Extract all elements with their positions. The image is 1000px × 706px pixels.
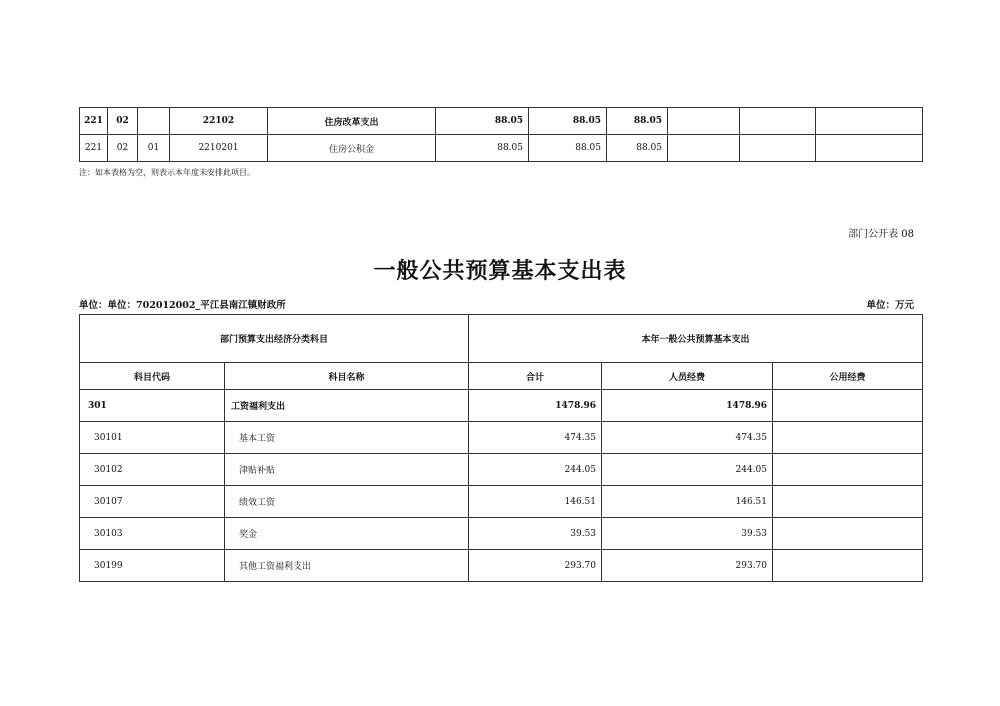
column-header-total: 合计 bbox=[469, 363, 602, 390]
table-row bbox=[80, 135, 923, 162]
table-row bbox=[80, 518, 923, 550]
subitem-code bbox=[138, 108, 170, 135]
subject-name: 住房改革支出 bbox=[268, 108, 436, 135]
value-cell bbox=[816, 135, 923, 162]
value-cell: 88.05 bbox=[607, 108, 668, 135]
table-row bbox=[80, 454, 923, 486]
public-cell bbox=[773, 518, 923, 550]
subject-code: 30102 bbox=[80, 454, 225, 486]
page-title: 一般公共预算基本支出表 bbox=[373, 258, 627, 284]
total-cell: 293.70 bbox=[469, 550, 602, 582]
item-code: 02 bbox=[108, 135, 138, 162]
personnel-cell: 293.70 bbox=[602, 550, 773, 582]
form-number: 部门公开表 08 bbox=[848, 229, 914, 240]
class-code: 221 bbox=[80, 108, 108, 135]
subject-name: 其他工资福利支出 bbox=[225, 550, 469, 582]
subject-name: 绩效工资 bbox=[225, 486, 469, 518]
subject-code: 30101 bbox=[80, 422, 225, 454]
table-row bbox=[80, 550, 923, 582]
subitem-code: 01 bbox=[138, 135, 170, 162]
total-cell: 39.53 bbox=[469, 518, 602, 550]
value-cell bbox=[816, 108, 923, 135]
value-cell bbox=[668, 108, 740, 135]
basic-expenditure-table bbox=[79, 314, 923, 582]
public-cell bbox=[773, 486, 923, 518]
table-note: 注：如本表格为空，则表示本年度未安排此项目。 bbox=[79, 168, 255, 177]
subject-code: 30103 bbox=[80, 518, 225, 550]
subject-name: 津贴补贴 bbox=[225, 454, 469, 486]
public-cell bbox=[773, 550, 923, 582]
personnel-cell: 39.53 bbox=[602, 518, 773, 550]
subject-name: 奖金 bbox=[225, 518, 469, 550]
subject-code: 30199 bbox=[80, 550, 225, 582]
column-header-personnel: 人员经费 bbox=[602, 363, 773, 390]
subject-name: 工资福利支出 bbox=[225, 390, 469, 422]
header-row bbox=[80, 315, 923, 363]
column-header-public: 公用经费 bbox=[773, 363, 923, 390]
total-cell: 244.05 bbox=[469, 454, 602, 486]
value-cell: 88.05 bbox=[436, 135, 529, 162]
table-row bbox=[80, 486, 923, 518]
total-cell: 1478.96 bbox=[469, 390, 602, 422]
value-cell bbox=[740, 108, 816, 135]
currency-unit-label: 单位：万元 bbox=[866, 300, 914, 311]
public-cell bbox=[773, 454, 923, 486]
subject-name: 基本工资 bbox=[225, 422, 469, 454]
public-cell bbox=[773, 390, 923, 422]
subject-code: 30107 bbox=[80, 486, 225, 518]
group-header-expenditure: 本年一般公共预算基本支出 bbox=[469, 315, 923, 363]
public-cell bbox=[773, 422, 923, 454]
total-cell: 146.51 bbox=[469, 486, 602, 518]
personnel-cell: 146.51 bbox=[602, 486, 773, 518]
value-cell: 88.05 bbox=[607, 135, 668, 162]
value-cell: 88.05 bbox=[529, 135, 607, 162]
value-cell bbox=[740, 135, 816, 162]
header-row bbox=[80, 363, 923, 390]
table-row bbox=[80, 422, 923, 454]
table-row bbox=[80, 390, 923, 422]
total-cell: 474.35 bbox=[469, 422, 602, 454]
group-header-classification: 部门预算支出经济分类科目 bbox=[80, 315, 469, 363]
unit-label: 单位：单位：702012002_平江县南江镇财政所 bbox=[79, 300, 286, 311]
table-row bbox=[80, 108, 923, 135]
subject-code: 301 bbox=[80, 390, 225, 422]
value-cell: 88.05 bbox=[436, 108, 529, 135]
column-header-name: 科目名称 bbox=[225, 363, 469, 390]
personnel-cell: 474.35 bbox=[602, 422, 773, 454]
subject-code: 2210201 bbox=[170, 135, 268, 162]
subject-name: 住房公积金 bbox=[268, 135, 436, 162]
value-cell bbox=[668, 135, 740, 162]
item-code: 02 bbox=[108, 108, 138, 135]
value-cell: 88.05 bbox=[529, 108, 607, 135]
personnel-cell: 244.05 bbox=[602, 454, 773, 486]
class-code: 221 bbox=[80, 135, 108, 162]
personnel-cell: 1478.96 bbox=[602, 390, 773, 422]
column-header-code: 科目代码 bbox=[80, 363, 225, 390]
housing-expense-table bbox=[79, 107, 923, 162]
subject-code: 22102 bbox=[170, 108, 268, 135]
